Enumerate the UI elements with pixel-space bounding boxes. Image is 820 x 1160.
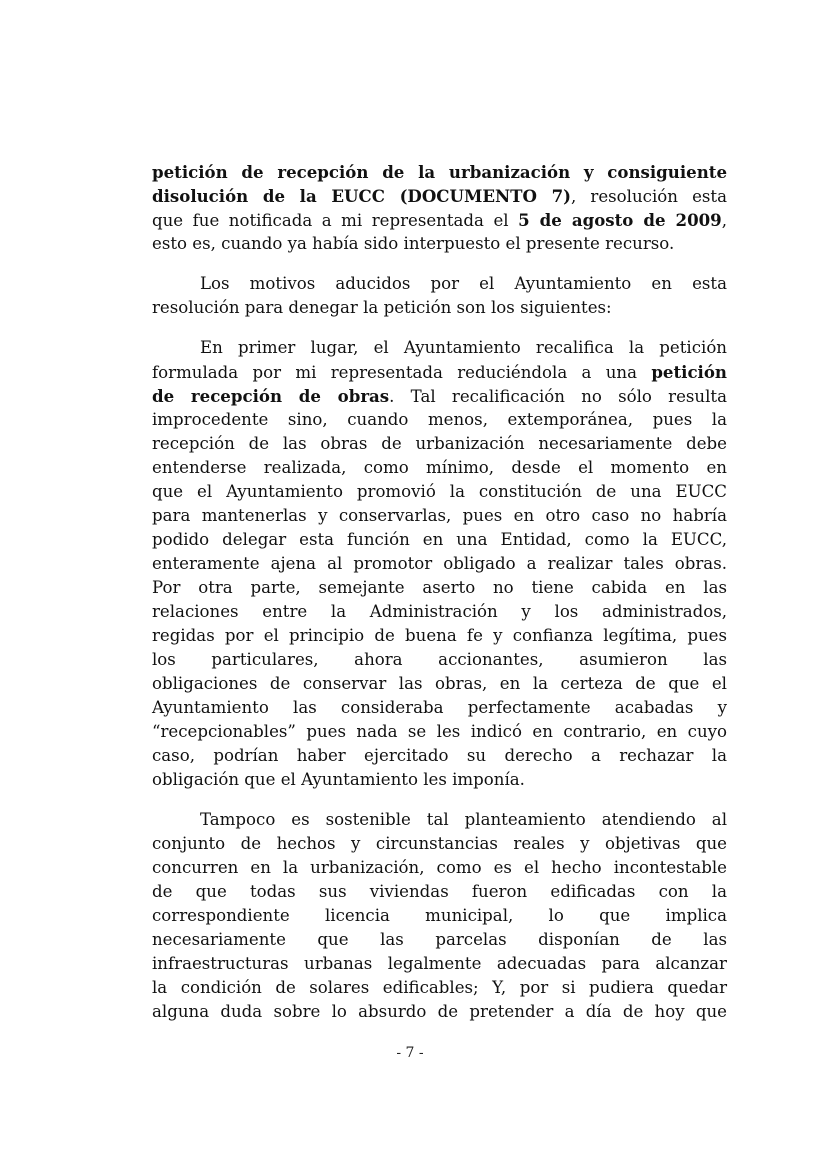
text-segment: podido delegar esta función en una Entidad, como la EUCC,	[152, 530, 727, 549]
text-segment: obligaciones de conservar las obras, en la certeza de que el	[152, 674, 727, 693]
text-line	[152, 880, 727, 904]
text-segment: de que todas sus viviendas fueron edificadas con la	[152, 882, 727, 901]
body-text	[152, 160, 727, 1040]
text-line	[152, 720, 727, 744]
text-line	[152, 360, 727, 384]
text-line	[152, 744, 727, 768]
text-line	[152, 600, 727, 624]
text-segment: recepción de las obras de urbanización necesariamente debe	[152, 434, 727, 453]
text-segment: conjunto de hechos y circunstancias reales y objetivas que	[152, 834, 727, 853]
text-segment: esto es, cuando ya había sido interpuesto el presente recurso.	[152, 234, 675, 253]
text-line	[152, 232, 727, 256]
text-line	[152, 504, 727, 528]
bold-text: de recepción de obras	[152, 386, 390, 406]
paragraph	[152, 808, 727, 1024]
bold-text: 5 de agosto de 2009	[518, 210, 722, 230]
text-segment: que el Ayuntamiento promovió la constitución de una EUCC	[152, 482, 727, 501]
text-line	[152, 768, 727, 792]
text-line	[152, 384, 727, 408]
text-segment: Tampoco es sostenible tal planteamiento atendiendo al	[200, 810, 727, 829]
text-line	[152, 904, 727, 928]
text-segment: caso, podrían haber ejercitado su derecho a rechazar la	[152, 746, 727, 765]
text-line	[152, 296, 727, 320]
paragraph	[152, 272, 727, 320]
text-line	[152, 528, 727, 552]
text-line	[152, 696, 727, 720]
text-line	[152, 480, 727, 504]
text-segment: Por otra parte, semejante aserto no tiene cabida en las	[152, 578, 727, 597]
text-line	[152, 928, 727, 952]
text-line	[152, 856, 727, 880]
text-segment: resolución para denegar la petición son los siguientes:	[152, 298, 612, 317]
text-segment: que fue notificada a mi representada el	[152, 211, 519, 230]
text-line	[152, 552, 727, 576]
text-line	[152, 160, 727, 184]
text-segment: formulada por mi representada reduciéndola a una	[152, 363, 652, 382]
text-line	[152, 432, 727, 456]
text-segment: obligación que el Ayuntamiento les imponía.	[152, 770, 525, 789]
text-segment: Los motivos aducidos por el Ayuntamiento en esta	[200, 274, 727, 293]
text-segment: necesariamente que las parcelas disponían de las	[152, 930, 727, 949]
text-line	[152, 408, 727, 432]
text-segment: , resolución esta	[570, 187, 727, 206]
text-line	[152, 336, 727, 360]
text-segment: En primer lugar, el Ayuntamiento recalifica la petición	[200, 338, 727, 357]
text-line	[152, 672, 727, 696]
text-segment: la condición de solares edificables; Y, por si pudiera quedar	[152, 978, 727, 997]
text-line	[152, 456, 727, 480]
bold-text: petición	[651, 362, 727, 382]
bold-text: disolución de la EUCC (DOCUMENTO 7)	[152, 186, 571, 206]
text-line	[152, 272, 727, 296]
bold-text: petición de recepción de la urbanización y consiguiente	[152, 162, 727, 182]
text-segment: relaciones entre la Administración y los administrados,	[152, 602, 727, 621]
text-segment: alguna duda sobre lo absurdo de pretender a día de hoy que	[152, 1002, 727, 1021]
text-line	[152, 184, 727, 208]
text-segment: enteramente ajena al promotor obligado a realizar tales obras.	[152, 554, 727, 573]
text-line	[152, 576, 727, 600]
text-line	[152, 976, 727, 1000]
text-segment: para mantenerlas y conservarlas, pues en otro caso no habría	[152, 506, 727, 525]
text-line	[152, 832, 727, 856]
text-line	[152, 808, 727, 832]
text-segment: Ayuntamiento las consideraba perfectamente acabadas y	[152, 698, 727, 717]
text-segment: los particulares, ahora accionantes, asumieron las	[152, 650, 727, 669]
text-segment: “recepcionables” pues nada se les indicó en contrario, en cuyo	[152, 722, 727, 741]
text-line	[152, 208, 727, 232]
text-segment: . Tal recalificación no sólo resulta	[389, 387, 727, 406]
text-segment: concurren en la urbanización, como es el hecho incontestable	[152, 858, 727, 877]
page-number: - 7 -	[396, 1045, 424, 1061]
text-line	[152, 624, 727, 648]
text-segment: entenderse realizada, como mínimo, desde el momento en	[152, 458, 727, 477]
text-line	[152, 952, 727, 976]
text-segment: regidas por el principio de buena fe y confianza legítima, pues	[152, 626, 727, 645]
text-line	[152, 648, 727, 672]
text-line	[152, 1000, 727, 1024]
text-segment: improcedente sino, cuando menos, extemporánea, pues la	[152, 410, 727, 429]
paragraph	[152, 160, 727, 256]
paragraph	[152, 336, 727, 792]
text-segment: ,	[721, 211, 727, 230]
text-segment: correspondiente licencia municipal, lo que implica	[152, 906, 727, 925]
text-segment: infraestructuras urbanas legalmente adecuadas para alcanzar	[152, 954, 727, 973]
